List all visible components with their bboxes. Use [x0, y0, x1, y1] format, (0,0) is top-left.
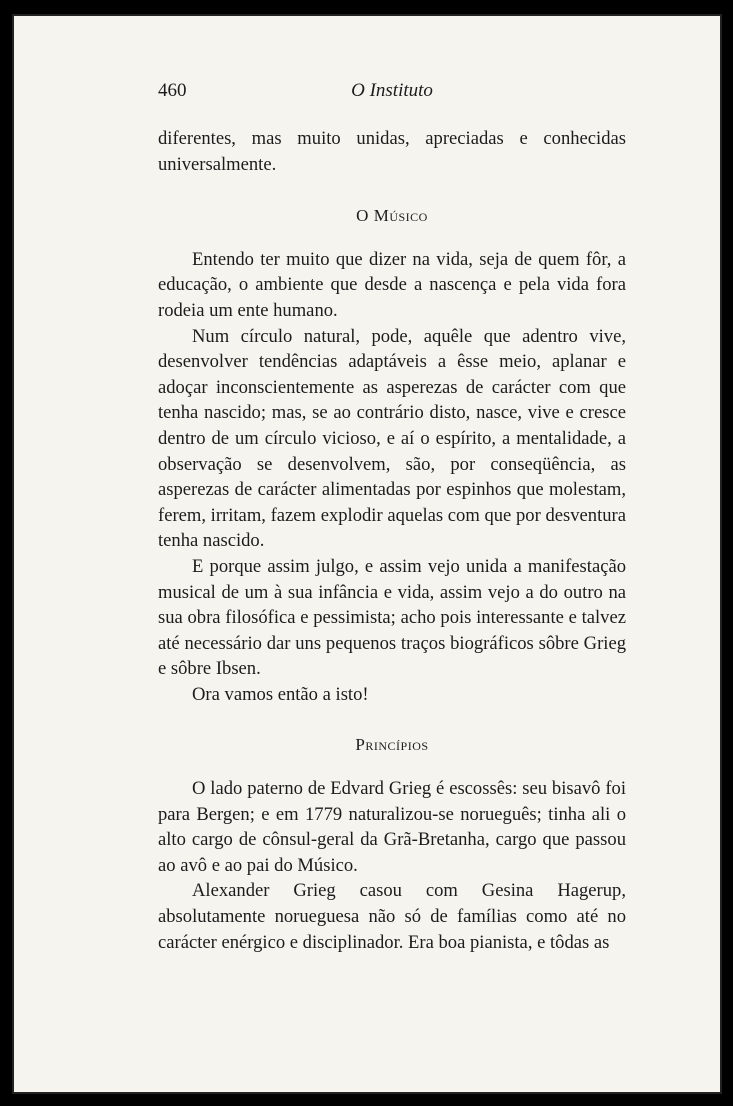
- paragraph: Num círculo natural, pode, aquêle que adentro vive, desenvolver tendências adaptáveis a êsse meio, aplanar e adoçar inconscientemente as asperezas de carácter com que tenha nascido; mas, se ao contrário disto, nasce, vive e cresce dentro de um círculo vicioso, e aí o espírito, a mentalidade, a observação se desenvolvem, são, por conseqüência, as asperezas de carácter alimentadas por espinhos que molestam, ferem, irritam, fazem explodir aquelas com que por desventura tenha nascido.: [158, 325, 626, 552]
- running-title: O Instituto: [351, 80, 433, 101]
- paragraph: Ora vamos então a isto!: [192, 683, 369, 705]
- page-body: [158, 126, 626, 955]
- paragraph-continuation: diferentes, mas muito unidas, apreciadas e conhecidas universalmente.: [158, 128, 626, 175]
- page-number: 460: [158, 80, 187, 101]
- paragraph: Entendo ter muito que dizer na vida, seja de quem fôr, a educação, o ambiente que desde a nascença e pela vida fora rodeia um ente humano.: [158, 248, 626, 321]
- page-header: [158, 80, 626, 104]
- section-heading-principios: Princípios: [355, 735, 429, 755]
- paragraph: O lado paterno de Edvard Grieg é escossês: seu bisavô foi para Bergen; e em 1779 naturalizou-se norueguês; tinha ali o alto cargo de cônsul-geral da Grã-Bretanha, cargo que passou ao avô e ao pai do Músico.: [158, 778, 626, 876]
- section-heading-musico: O Músico: [356, 206, 428, 226]
- paragraph: Alexander Grieg casou com Gesina Hagerup, absolutamente norueguesa não só de famílias como até no carácter enérgico e disciplinador. Era boa pianista, e tôdas as: [158, 880, 626, 953]
- paragraph: E porque assim julgo, e assim vejo unida a manifestação musical de um à sua infância e vida, assim vejo a do outro na sua obra filosófica e pessimista; acho pois interessante e talvez até necessário dar uns pequenos traços biográficos sôbre Grieg e sôbre Ibsen.: [158, 555, 626, 680]
